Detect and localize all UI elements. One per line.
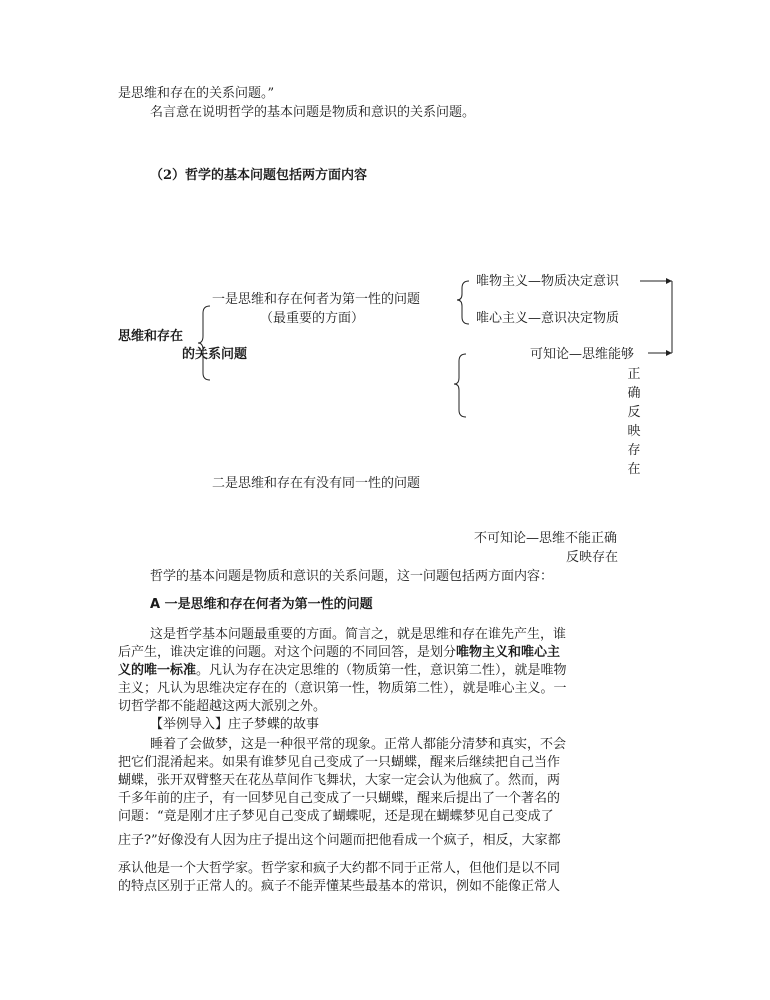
para1-line (118, 644, 655, 662)
para1-emphasis: 义的唯一标准 (118, 663, 197, 678)
connector-bottom-arrow (666, 350, 672, 356)
para2-line: 蝴蝶，张开双臂整天在花丛草间作飞舞状，大家一定会认为他疯了。然而，两 (118, 773, 561, 788)
vertical-char: 确 (627, 386, 641, 401)
para2-line: 问题：“竟是刚才庄子梦见自己变成了蝴蝶呢，还是现在蝴蝶梦见自己变成了 (118, 809, 554, 824)
para2-line: 的特点区别于正常人的。疯子不能弄懂某些最基本的常识，例如不能像正常人 (118, 879, 561, 894)
para2-line: 睡着了会做梦，这是一种很平常的现象。正常人都能分清梦和真实，不会 (150, 737, 567, 752)
para1-line (118, 662, 655, 680)
section-heading: （2）哲学的基本问题包括两方面内容 (150, 168, 368, 183)
diagram-root-line-2: 的关系问题 (182, 347, 248, 362)
para1-text: 切哲学都不能超越这两大派别之外。 (118, 699, 327, 714)
diagram-agnosticism-prefix: 可知论—思维能够 (530, 347, 635, 362)
vertical-char: 反 (627, 405, 641, 420)
para1-line (118, 698, 655, 716)
diagram-idealism: 唯心主义—意识决定物质 (476, 311, 620, 326)
para1-text: 。凡认为存在决定思维的（物质第一性，意识第二性），就是唯物 (196, 663, 567, 678)
example-heading: 【举例导入】庄子梦蝶的故事 (150, 717, 320, 732)
para1-text: 主义；凡认为思维决定存在的（意识第一性，物质第二性），就是唯心主义。一 (118, 681, 567, 696)
branch1-brace (457, 281, 469, 324)
para2-line: 承认他是一个大哲学家。哲学家和疯子大约都不同于正常人，但他们是以不同 (118, 861, 561, 876)
para1-line (118, 626, 655, 644)
paragraph-zhuangzi-story (118, 736, 655, 896)
heading-a: A 一是思维和存在何者为第一性的问题 (150, 597, 373, 612)
diagram-unknowable-line-2: 反映存在 (566, 550, 619, 565)
paragraph-first-principle (118, 626, 655, 716)
diagram-unknowable-line-1: 不可知论—思维不能正确 (474, 531, 618, 546)
para1-text: 这是哲学基本问题最重要的方面。简言之，就是思维和存在谁先产生，谁 (150, 627, 567, 642)
para1-emphasis: 唯物主义和唯心主 (456, 645, 561, 660)
diagram-branch1-note: （最重要的方面） (260, 311, 365, 326)
intro-line-2: 名言意在说明哲学的基本问题是物质和意识的关系问题。 (150, 105, 476, 120)
para1-line (118, 680, 655, 698)
para1-text: 后产生，谁决定谁的问题。对这个问题的不同回答，是划分 (118, 645, 457, 660)
connector-top-arrow (666, 278, 672, 284)
diagram-materialism: 唯物主义—物质决定意识 (476, 274, 620, 289)
summary-line: 哲学的基本问题是物质和意识的关系问题，这一问题包括两方面内容： (150, 569, 554, 584)
vertical-char: 正 (627, 367, 641, 382)
para2-line: 庄子?”好像没有人因为庄子提出这个问题而把他看成一个疯子，相反，大家都 (118, 833, 561, 848)
intro-line-1: 是思维和存在的关系问题。” (118, 86, 275, 101)
diagram-agnosticism-vertical (626, 365, 642, 479)
vertical-char: 存 (627, 443, 641, 458)
para2-line: 把它们混淆起来。如果有谁梦见自己变成了一只蝴蝶，醒来后继续把自己当作 (118, 755, 561, 770)
diagram-root-line-1: 思维和存在 (118, 329, 184, 344)
diagram-branch2-title: 二是思维和存在有没有同一性的问题 (212, 476, 421, 491)
para2-line: 千多年前的庄子，有一回梦见自己变成了一只蝴蝶，醒来后提出了一个著名的 (118, 791, 561, 806)
branch2-brace (454, 354, 466, 417)
root-brace (198, 306, 210, 380)
vertical-char: 映 (627, 424, 641, 439)
vertical-char: 在 (627, 462, 641, 477)
diagram-branch1-title: 一是思维和存在何者为第一性的问题 (212, 292, 421, 307)
